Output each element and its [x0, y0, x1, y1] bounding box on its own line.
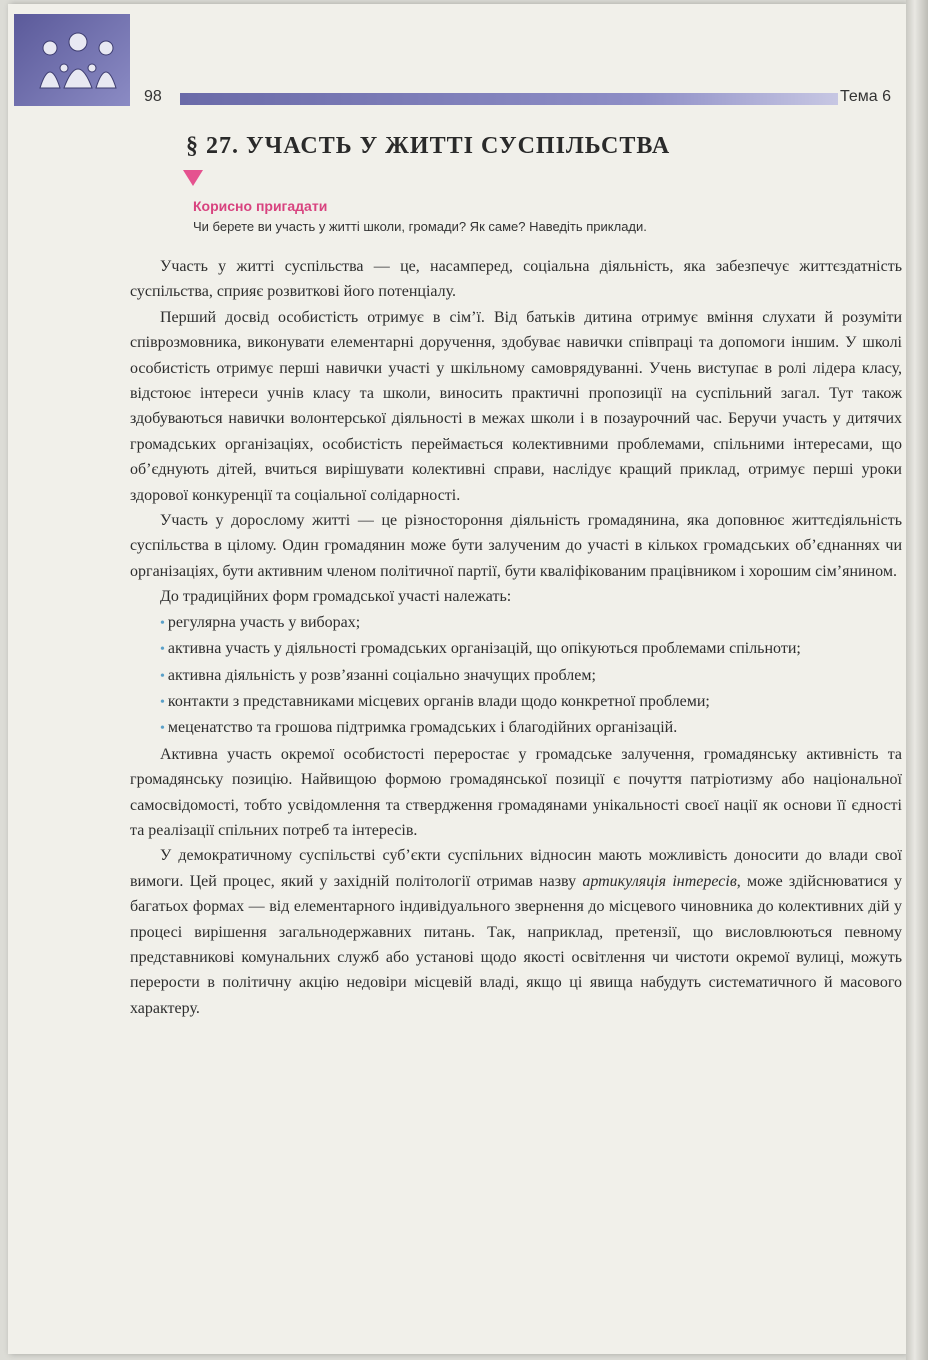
paragraph: До традиційних форм громадської участі належать:: [160, 588, 512, 606]
bullet-icon: •: [160, 642, 165, 658]
paragraph: Участь у житті суспільства — це, насамперед, соціальна діяльність, яка забезпечує життєздатність суспільства, сприяє розвиткові його потенціалу.: [130, 258, 902, 301]
list-item: • меценатство та грошова підтримка громадських і благодійних організацій.: [160, 719, 678, 737]
paragraph: Участь у дорослому житті — це різностороння діяльність громадянина, яка доповнює життєдіяльність суспільства в цілому. Один громадянин може бути залученим до участі в кількох громадських об’єднаннях чи організаціях, бути активним членом політичної партії, бути кваліфікованим працівником і хорошим сім’янином.: [130, 512, 902, 580]
list-item: • активна участь у діяльності громадських організацій, що опікуються проблемами спільноти;: [160, 640, 801, 658]
list-item: • активна діяльність у розв’язанні соціально значущих проблем;: [160, 666, 596, 684]
bullet-icon: •: [160, 721, 165, 737]
bullet-icon: •: [160, 615, 165, 631]
list-item: • регулярна участь у виборах;: [160, 613, 361, 631]
body-text: [130, 254, 902, 1021]
bullet-icon: •: [160, 694, 165, 710]
paragraph: У демократичному суспільстві суб’єкти суспільних відносин мають можливість доносити до влади свої вимоги. Цей процес, який у західній політології отримав назву артикуляція інтересів, може здійснюватися у багатьох формах — від елементарного індивідуального звернення до місцевого чиновника до колективних дій у процесі вирішення загальнодержавних питань. Так, наприклад, претензії, що висловлюються певному представникові комунальних служб або установі щодо якості освітлення чи чистоти окремої вулиці, можуть перерости в політичну акцію недовіри місцевій владі, якщо ці явища набудуть систематичного й масового характеру.: [130, 847, 903, 1017]
page-edge: [906, 0, 928, 1360]
section-title: § 27. УЧАСТЬ У ЖИТТІ СУСПІЛЬСТВА: [186, 133, 671, 159]
theme-label: Тема 6: [840, 88, 892, 105]
highlighted-term: артикуляція інтересів: [582, 872, 737, 890]
list-item: • контакти з представниками місцевих органів влади щодо конкретної проблеми;: [160, 692, 710, 710]
paragraph: Активна участь окремої особистості переростає у громадське залучення, громадянську активність та громадянську позицію. Найвищою формою громадянської позиції є почуття патріотизму або національної самосвідомості, тобто усвідомлення та ствердження громадянами унікальності своєї нації як основи її єдності та реалізації спільних потреб та інтересів.: [130, 745, 902, 839]
page-number: 98: [144, 88, 162, 105]
ornament-icon: [36, 28, 120, 92]
recall-heading: Корисно пригадати: [193, 198, 328, 214]
bullet-icon: •: [160, 668, 165, 684]
paragraph: Перший досвід особистість отримує в сім’ї. Від батьків дитина отримує вміння слухати й розуміти співрозмовника, виконувати елементарні доручення, здобуває навички співпраці та допомоги іншим. У школі особистість отримує перші навички участі у шкільному самоврядуванні. Учень виступає в ролі лідера класу, відстоює інтереси учнів класу та школи, виносить практичні пропозиції на суспільний загал. Тут також здобуваються навички волонтерської діяльності в межах школи і в позаурочний час. Беручи участь у дитячих громадських організаціях, особистість переймається колективними проблемами, спільними інтересами, що об’єднують дітей, вчиться вирішувати колективні справи, наслідує кращий приклад, отримує перші уроки здорової конкуренції та соціальної солідарності.: [130, 308, 902, 504]
recall-question: Чи берете ви участь у житті школи, громади? Як саме? Наведіть приклади.: [193, 219, 647, 234]
recall-marker-icon: [183, 170, 203, 186]
header-bar: [180, 93, 838, 105]
